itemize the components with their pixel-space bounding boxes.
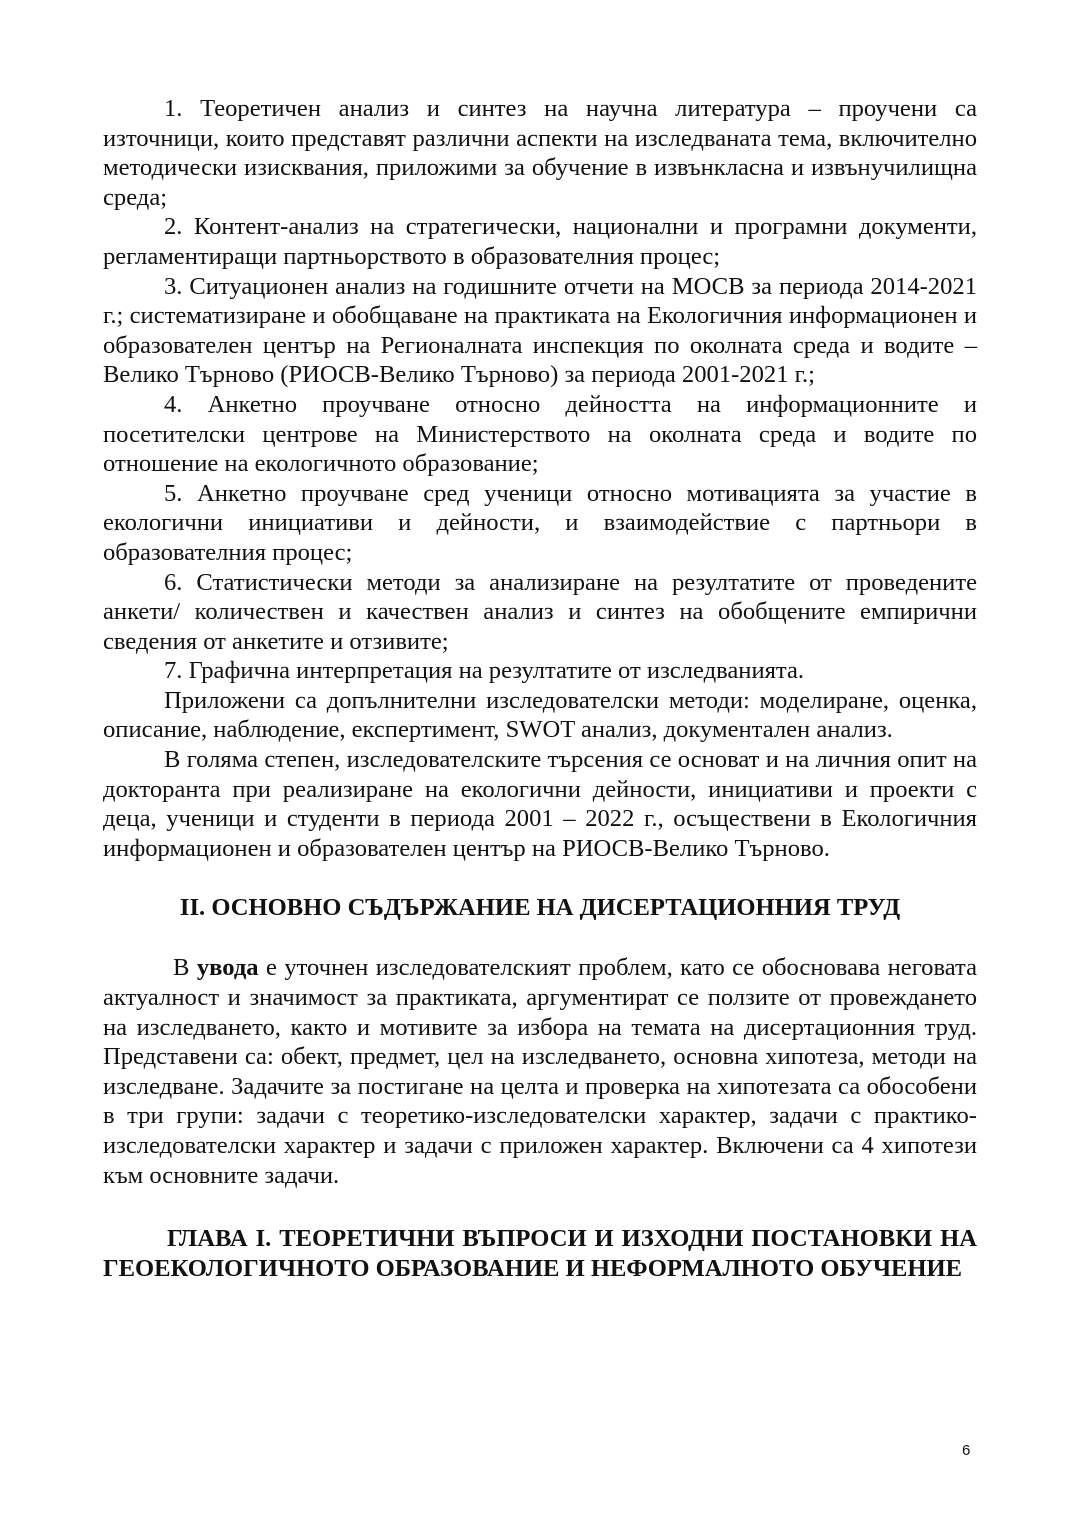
intro-paragraph	[103, 953, 977, 1190]
method-item-7: 7. Графична интерпретация на резултатите от изследванията.	[164, 657, 805, 685]
intro-bold-word: увода	[196, 954, 259, 982]
page-number: 6	[962, 1442, 971, 1459]
method-item-1: 1. Теоретичен анализ и синтез на научна литература – проучени са източници, които представят различни аспекти на изследваната тема, включително методически изисквания, приложими за обучение в извънкласна и извънучилищна среда;	[103, 95, 977, 211]
intro-lead: В	[173, 954, 197, 982]
method-item-2: 2. Контент-анализ на стратегически, национални и програмни документи, регламентиращи партньорството в образователния процес;	[103, 213, 977, 270]
section-heading: II. ОСНОВНО СЪДЪРЖАНИЕ НА ДИСЕРТАЦИОННИЯ ТРУД	[179, 894, 901, 922]
method-item-3: 3. Ситуационен анализ на годишните отчети на МОСВ за периода 2014-2021 г.; систематизиране и обобщаване на практиката на Екологичния информационен и образователен център на Регионалната инспекция по околната среда и водите – Велико Търново (РИОСВ-Велико Търново) за периода 2001-2021 г.;	[103, 272, 977, 389]
additional-methods-paragraph: Приложени са допълнителни изследователски методи: моделиране, оценка, описание, наблюдение, експертимент, SWOT анализ, документален анализ.	[103, 686, 977, 744]
method-item-6: 6. Статистически методи за анализиране на резултатите от проведените анкети/ количествен и качествен анализ и синтез на обобщените емпирични сведения от анкетите и отзивите;	[103, 568, 977, 655]
chapter-heading: ГЛАВА I. ТЕОРЕТИЧНИ ВЪПРОСИ И ИЗХОДНИ ПОСТАНОВКИ НА ГЕОЕКОЛОГИЧНОТО ОБРАЗОВАНИЕ И НЕФОРМАЛНОТО ОБУЧЕНИЕ	[103, 1225, 977, 1283]
method-item-5: 5. Анкетно проучване сред ученици относно мотивацията за участие в екологични инициативи и дейности, и взаимодействие с партньори в образователния процес;	[103, 479, 977, 566]
method-item-4: 4. Анкетно проучване относно дейността на информационните и посетителски центрове на Министерството на околната среда и водите по отношение на екологичното образование;	[103, 390, 977, 478]
document-page	[103, 94, 977, 1284]
experience-paragraph: В голяма степен, изследователските търсения се основат и на личния опит на докторанта при реализиране на екологични дейности, инициативи и проекти с деца, ученици и студенти в периода 2001 – 2022 г., осъществени в Екологичния информационен и образователен център на РИОСВ-Велико Търново.	[103, 746, 977, 862]
intro-rest: е уточнен изследователският проблем, като се обосновава неговата актуалност и значимост за практиката, аргументират се ползите от провеждането на изследването, както и мотивите за избора на темата на дисертационния труд. Представени са: обект, предмет, цел на изследването, основна хипотеза, методи на изследване. Задачите за постигане на целта и проверка на хипотезата са обособени в три групи: задачи с теоретико-изследователски характер, задачи с практико-изследователски характер и задачи с приложен характер. Включени са 4 хипотези към основните задачи.	[103, 954, 977, 1189]
